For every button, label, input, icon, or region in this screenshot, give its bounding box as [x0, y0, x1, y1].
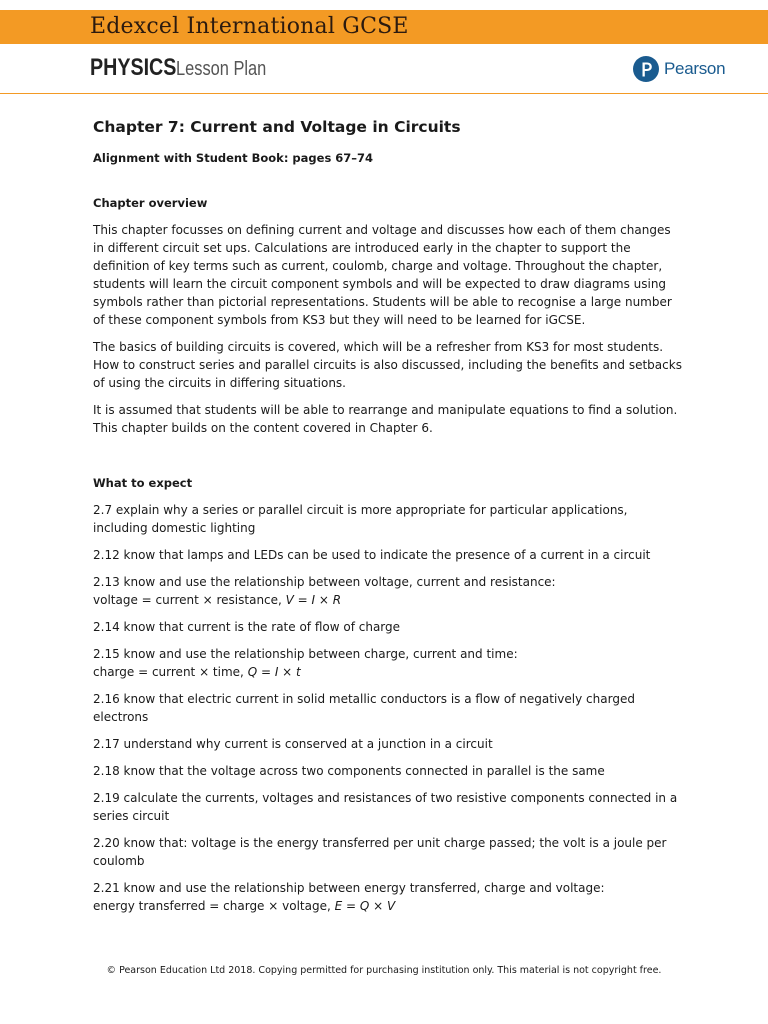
doc-type-label: Lesson Plan: [176, 58, 267, 80]
objective-formula: energy transferred = charge × voltage,: [93, 899, 335, 913]
expect-heading: What to expect: [93, 476, 193, 490]
objective-text: 2.12 know that lamps and LEDs can be used to indicate the presence of a current in a circuit: [93, 548, 651, 562]
overview-paragraph: The basics of building circuits is covered, which will be a refresher from KS3 for most students. How to construct series and parallel circuits is also discussed, including the benefits and setbacks of using the circuits in differing situations.: [93, 340, 682, 390]
overview-paragraph: This chapter focusses on defining current and voltage and discusses how each of them changes in different circuit set ups. Calculations are introduced early in the chapter to support the definition of key terms such as current, coulomb, charge and voltage. Throughout the chapter, students will learn the circuit component symbols and will be expected to draw diagrams using symbols rather than pictorial representations. Students will be able to recognise a large number of these component symbols from KS3 but they will need to be learned for iGCSE.: [93, 223, 672, 327]
objective-item: [93, 501, 683, 537]
document-body: [93, 116, 683, 924]
objective-equation: E = Q × V: [334, 899, 396, 913]
objective-item: [93, 546, 683, 564]
objective-item: [93, 618, 683, 636]
overview-heading: Chapter overview: [93, 196, 208, 210]
overview-paragraph: It is assumed that students will be able to rearrange and manipulate equations to find a solution. This chapter builds on the content covered in Chapter 6.: [93, 403, 678, 435]
alignment-note: Alignment with Student Book: pages 67–74: [93, 151, 374, 165]
objective-item: [93, 762, 683, 780]
subject-title: PHYSICS: [90, 54, 177, 81]
objective-text: 2.18 know that the voltage across two components connected in parallel is the same: [93, 764, 605, 778]
objective-text: 2.20 know that: voltage is the energy transferred per unit charge passed; the volt is a joule per coulomb: [93, 836, 667, 868]
objective-text: 2.16 know that electric current in solid metallic conductors is a flow of negatively charged electrons: [93, 692, 635, 724]
objective-text: 2.13 know and use the relationship between voltage, current and resistance:: [93, 575, 556, 589]
objective-item: [93, 879, 683, 915]
objective-text: 2.7 explain why a series or parallel circuit is more appropriate for particular applications, including domestic lighting: [93, 503, 628, 535]
objectives-list: [93, 501, 683, 915]
objective-text: 2.19 calculate the currents, voltages and resistances of two resistive components connected in a series circuit: [93, 791, 678, 823]
header-band: [0, 10, 768, 44]
chapter-title: Chapter 7: Current and Voltage in Circuits: [93, 118, 461, 136]
objective-item: [93, 789, 683, 825]
objective-item: [93, 645, 683, 681]
objective-formula: voltage = current × resistance,: [93, 593, 286, 607]
objective-text: 2.17 understand why current is conserved at a junction in a circuit: [93, 737, 493, 751]
objective-item: [93, 834, 683, 870]
objective-equation: V = I × R: [285, 593, 342, 607]
objective-equation: Q = I × t: [247, 665, 301, 679]
subject-row: [90, 54, 286, 88]
objective-text: 2.21 know and use the relationship between energy transferred, charge and voltage:: [93, 881, 605, 895]
objective-item: [93, 690, 683, 726]
objective-item: [93, 735, 683, 753]
brand-title: Edexcel International GCSE: [90, 14, 409, 39]
objective-item: [93, 573, 683, 609]
objective-text: 2.14 know that current is the rate of flow of charge: [93, 620, 401, 634]
copyright-footer: © Pearson Education Ltd 2018. Copying permitted for purchasing institution only. This material is not copyright free.: [106, 965, 662, 976]
publisher-name: Pearson: [664, 59, 726, 78]
header-divider: [0, 93, 768, 94]
objective-formula: charge = current × time,: [93, 665, 248, 679]
pearson-p-icon: [633, 56, 659, 82]
objective-text: 2.15 know and use the relationship between charge, current and time:: [93, 647, 518, 661]
pearson-logo: [633, 56, 725, 82]
